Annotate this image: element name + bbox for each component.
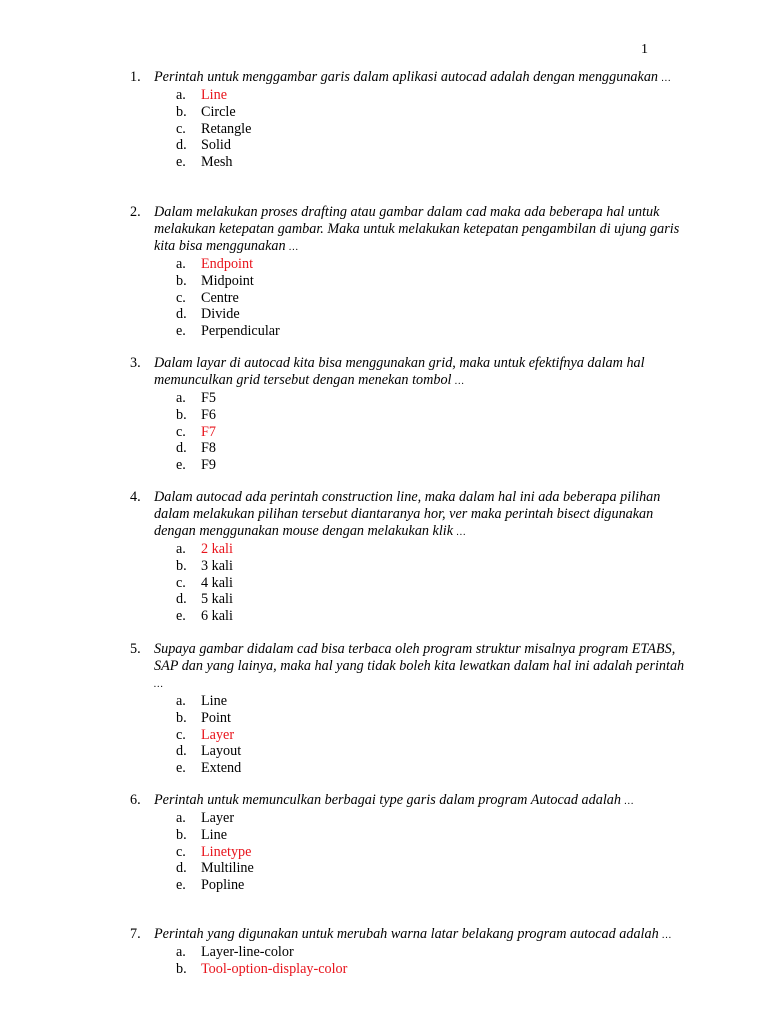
option-list bbox=[176, 693, 690, 777]
option-text: F7 bbox=[201, 423, 216, 440]
question-body: Perintah yang digunakan untuk merubah warna latar belakang program autocad adalah bbox=[154, 926, 659, 942]
option-list bbox=[176, 87, 690, 171]
question-body: Supaya gambar didalam cad bisa terbaca oleh program struktur misalnya program ETABS, SAP dan yang lainya, maka hal yang tidak boleh kita lewatkan dalam hal ini adalah perintah bbox=[154, 641, 685, 674]
option bbox=[176, 323, 690, 340]
option-letter: d. bbox=[176, 306, 187, 323]
question-ellipsis: … bbox=[661, 73, 671, 84]
option-correct bbox=[176, 844, 690, 861]
option-letter: e. bbox=[176, 457, 186, 474]
question-body: Perintah untuk memunculkan berbagai type garis dalam program Autocad adalah bbox=[154, 792, 621, 808]
option-text: Centre bbox=[201, 289, 239, 306]
option-letter: b. bbox=[176, 103, 187, 120]
option bbox=[176, 591, 690, 608]
option-correct bbox=[176, 87, 690, 104]
option-text: Layer bbox=[201, 810, 235, 826]
option bbox=[176, 877, 690, 894]
option-letter: b. bbox=[176, 406, 187, 423]
option-text: 6 kali bbox=[201, 608, 233, 625]
option bbox=[176, 944, 690, 961]
option bbox=[176, 810, 690, 827]
option-letter: d. bbox=[176, 137, 187, 154]
option-text: Line bbox=[201, 693, 227, 709]
option-letter: d. bbox=[176, 591, 187, 608]
question-number: 7. bbox=[130, 926, 141, 942]
option-text: Line bbox=[201, 87, 227, 103]
question-1 bbox=[130, 69, 690, 171]
question-body: Dalam layar di autocad kita bisa menggunakan grid, maka untuk efektifnya dalam hal memunculkan grid tersebut dengan menekan tombol bbox=[154, 355, 645, 388]
question-body: Dalam autocad ada perintah construction line, maka dalam hal ini ada beberapa pilihan dalam melakukan pilihan tersebut diantaranya hor, ver maka perintah bisect digunakan dengan menggunakan mouse dengan melakukan klik bbox=[154, 489, 661, 539]
option-letter: b. bbox=[176, 272, 187, 289]
option bbox=[176, 273, 690, 290]
option-letter: c. bbox=[176, 726, 186, 743]
question-text bbox=[154, 926, 671, 944]
option-list bbox=[176, 256, 690, 340]
option bbox=[176, 827, 690, 844]
question-text bbox=[154, 204, 690, 256]
question-row bbox=[130, 641, 690, 693]
option-correct bbox=[176, 727, 690, 744]
option bbox=[176, 693, 690, 710]
option-text: F9 bbox=[201, 457, 216, 474]
option bbox=[176, 440, 690, 457]
option bbox=[176, 558, 690, 575]
question-ellipsis: … bbox=[289, 242, 299, 253]
option-letter: a. bbox=[176, 390, 186, 406]
question-3 bbox=[130, 355, 690, 474]
option-text: Extend bbox=[201, 760, 242, 777]
option-text: Layer-line-color bbox=[201, 944, 294, 960]
option-letter: a. bbox=[176, 87, 186, 103]
question-4 bbox=[130, 489, 690, 625]
option-letter: b. bbox=[176, 557, 187, 574]
option-text: F6 bbox=[201, 406, 216, 423]
option-letter: c. bbox=[176, 843, 186, 860]
option-text: 2 kali bbox=[201, 541, 233, 557]
option-text: Line bbox=[201, 826, 227, 843]
option-correct bbox=[176, 424, 690, 441]
option-text: Point bbox=[201, 709, 231, 726]
option-list bbox=[176, 541, 690, 625]
option-letter: d. bbox=[176, 743, 187, 760]
option bbox=[176, 575, 690, 592]
question-body: Dalam melakukan proses drafting atau gambar dalam cad maka ada beberapa hal untuk melakukan ketepatan gambar. Maka untuk melakukan ketepatan pengambilan di ujung garis kita bisa menggunakan bbox=[154, 204, 680, 254]
question-number: 1. bbox=[130, 69, 141, 85]
question-ellipsis: … bbox=[624, 796, 634, 807]
option-letter: e. bbox=[176, 608, 186, 625]
option-text: F8 bbox=[201, 440, 216, 457]
option-letter: e. bbox=[176, 323, 186, 340]
option-text: Midpoint bbox=[201, 272, 254, 289]
option bbox=[176, 154, 690, 171]
option-list bbox=[176, 390, 690, 474]
option-text: Divide bbox=[201, 306, 240, 323]
question-7 bbox=[130, 926, 690, 978]
option bbox=[176, 306, 690, 323]
option-text: 4 kali bbox=[201, 574, 233, 591]
option-text: Solid bbox=[201, 137, 231, 154]
option bbox=[176, 121, 690, 138]
option-letter: c. bbox=[176, 423, 186, 440]
option-letter: b. bbox=[176, 826, 187, 843]
option-correct bbox=[176, 541, 690, 558]
option-text: F5 bbox=[201, 390, 216, 406]
option-letter: a. bbox=[176, 944, 186, 960]
question-text bbox=[154, 792, 633, 810]
question-row bbox=[130, 489, 690, 541]
option-text: Perpendicular bbox=[201, 323, 280, 340]
option-text: Popline bbox=[201, 877, 245, 894]
question-5 bbox=[130, 641, 690, 777]
option bbox=[176, 760, 690, 777]
option bbox=[176, 860, 690, 877]
question-row bbox=[130, 355, 690, 390]
question-6 bbox=[130, 792, 690, 894]
option-letter: b. bbox=[176, 709, 187, 726]
option-letter: a. bbox=[176, 256, 186, 272]
page-number: 1 bbox=[641, 42, 648, 57]
option-text: Linetype bbox=[201, 843, 252, 860]
option-list bbox=[176, 944, 690, 978]
option bbox=[176, 290, 690, 307]
option bbox=[176, 743, 690, 760]
option-list bbox=[176, 810, 690, 894]
question-number: 3. bbox=[130, 355, 141, 371]
question-ellipsis: … bbox=[662, 930, 672, 941]
option-text: Retangle bbox=[201, 120, 252, 137]
question-ellipsis: … bbox=[456, 527, 466, 538]
option-text: Circle bbox=[201, 103, 236, 120]
question-body: Perintah untuk menggambar garis dalam aplikasi autocad adalah dengan menggunakan bbox=[154, 69, 659, 85]
question-row bbox=[130, 792, 690, 810]
option bbox=[176, 457, 690, 474]
option-correct bbox=[176, 256, 690, 273]
question-text bbox=[154, 641, 690, 693]
option bbox=[176, 137, 690, 154]
question-number: 6. bbox=[130, 792, 141, 808]
option-letter: e. bbox=[176, 154, 186, 171]
question-row bbox=[130, 69, 690, 87]
question-ellipsis: … bbox=[154, 679, 163, 690]
option-text: Multiline bbox=[201, 860, 254, 877]
question-row bbox=[130, 926, 690, 944]
question-number: 5. bbox=[130, 641, 141, 657]
option-letter: d. bbox=[176, 440, 187, 457]
question-number: 4. bbox=[130, 489, 141, 505]
option-letter: a. bbox=[176, 810, 186, 826]
option bbox=[176, 608, 690, 625]
question-text bbox=[154, 355, 690, 390]
option-text: Tool-option-display-color bbox=[201, 960, 348, 977]
option-letter: c. bbox=[176, 120, 186, 137]
option-text: Endpoint bbox=[201, 256, 254, 272]
option bbox=[176, 407, 690, 424]
option-text: 5 kali bbox=[201, 591, 233, 608]
option bbox=[176, 710, 690, 727]
question-row bbox=[130, 204, 690, 256]
option-correct bbox=[176, 961, 690, 978]
option-text: 3 kali bbox=[201, 557, 233, 574]
option-letter: a. bbox=[176, 693, 186, 709]
option bbox=[176, 390, 690, 407]
option-letter: b. bbox=[176, 960, 187, 977]
option-text: Mesh bbox=[201, 154, 233, 171]
question-ellipsis: … bbox=[455, 376, 464, 387]
question-text bbox=[154, 69, 670, 87]
option-letter: c. bbox=[176, 574, 186, 591]
option-letter: c. bbox=[176, 289, 186, 306]
option-text: Layout bbox=[201, 743, 242, 760]
option-letter: a. bbox=[176, 541, 186, 557]
option-letter: e. bbox=[176, 877, 186, 894]
option-letter: d. bbox=[176, 860, 187, 877]
question-number: 2. bbox=[130, 204, 141, 220]
question-text bbox=[154, 489, 690, 541]
question-2 bbox=[130, 204, 690, 340]
option bbox=[176, 104, 690, 121]
option-text: Layer bbox=[201, 726, 235, 743]
option-letter: e. bbox=[176, 760, 186, 777]
